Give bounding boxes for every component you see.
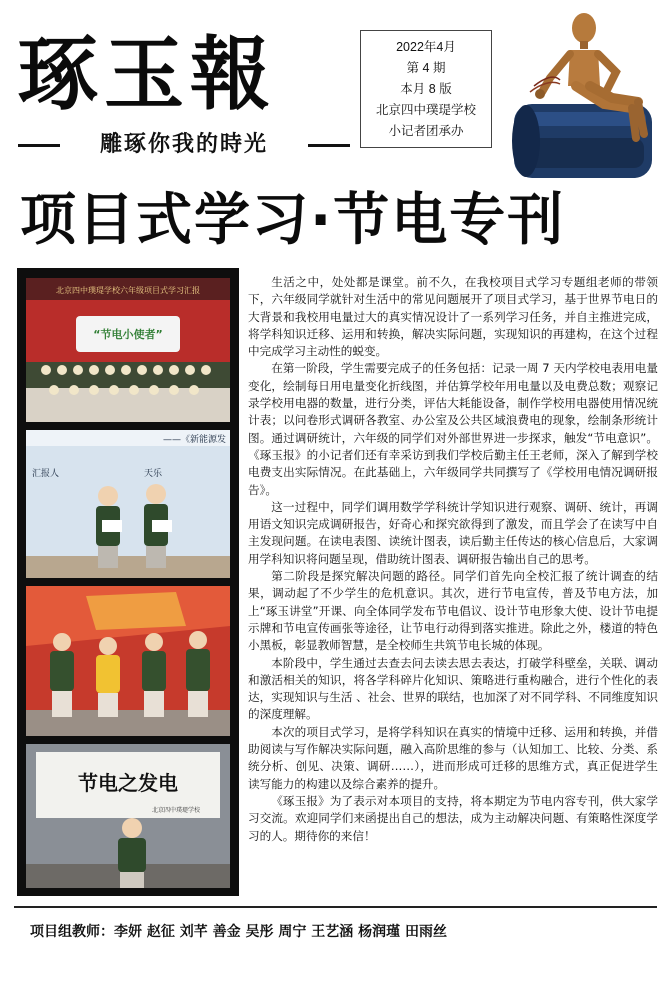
issue-number: 第 4 期: [406, 61, 446, 75]
slogan-rule-left: [18, 144, 60, 147]
photo-speaker-board: [26, 744, 230, 888]
screen-sign-text: 汇报人: [32, 469, 60, 479]
board-caption-text: 北京四中璞瑅学校: [151, 807, 201, 814]
screen-title-text: ——《新能源发: [162, 435, 226, 445]
issue-organizer: 小记者团承办: [388, 124, 464, 138]
photo-stage-group: [26, 278, 230, 422]
article-paragraph-5: 本阶段中，学生通过去查去问去读去思去表达，打破学科壁垒，关联、调动和激活相关的知识，将各学科碎片化知识、策略进行重构融合，进行个性化的表达，实现知识与生活 、社会、世界的联结，也加深了对不同学科、不同维度知识的深度理解。: [248, 655, 658, 722]
footer-divider: [14, 906, 657, 908]
photo-four-students: [26, 586, 230, 736]
photo-two-presenters: [26, 430, 230, 578]
screen-sign-text-2: 天乐: [144, 469, 163, 479]
issue-info-box: [360, 30, 492, 148]
article-paragraph-7: 《琢玉报》为了表示对本项目的支持，将本期定为节电内容专刊，供大家学习交流。欢迎同学们来函提出自己的想法，成为主动解决问题、有策略性深度学习的人。期待你的来信！: [248, 793, 658, 843]
photo-column: [17, 268, 239, 896]
article-paragraph-6: 本次的项目式学习，是将学科知识在真实的情境中迁移、运用和转换，并借助阅读与写作解决实际问题，融入高阶思维的参与（认知加工、比较、分类、系统分析、创见、决策、调研……），进而形成可迁移的思维方式，真正促进学生读写能力的构建以及综合素养的提升。: [248, 724, 658, 791]
article-paragraph-1: 生活之中，处处都是课堂。前不久，在我校项目式学习专题组老师的带领下，六年级同学就针对生活中的常见问题展开了项目式学习，基于世界节电日的大背景和我校用电量过大的真实情况设计了一系列学习任务，并自主推进完成，将学科知识迁移、运用和转换，解决实际问题，实现知识的再建构，在这个过程中完成学习主动性的蜕变。: [248, 275, 658, 359]
issue-pages: 本月 8 版: [400, 82, 452, 96]
article-paragraph-4: 第二阶段是探究解决问题的路径。同学们首先向全校汇报了统计调查的结果，调动起了不少学生的危机意识。其次，进行节电宣传，普及节电方法，加上“琢玉讲堂”开课、向全体同学发布节电倡议、设计节电形象大使、设计节电提示牌和节电宣传画张等途径，让节电行动得到落实推进。除此之外，楼道的特色小黑板，彰显教师智慧，是全校师生共筑节电长城的体现。: [248, 569, 658, 653]
wooden-mannequin-illustration: [500, 8, 668, 186]
issue-date: 2022年4月: [396, 40, 456, 54]
project-teachers: 项目组教师：李妍 赵征 刘芊 善金 吴彤 周宁 王艺涵 杨润瑾 田雨丝: [30, 924, 447, 940]
stage-sign-text: “节电小使者”: [93, 328, 163, 341]
masthead-slogan-row: [18, 128, 348, 160]
article-paragraph-2: 在第一阶段，学生需要完成子的任务包括：记录一周 7 天内学校电表用电量变化，绘制每日用电量变化折线图，并估算学校年用电量以及电费总数；观察记录学校用电器的数量，进行分类，评估大耗能设备，制作学校用电器使用情况统计表；以问卷形式调研各教室、办公室及公共区域浪费电的现象，绘制条形统计图。通过调研统计，六年级的同学们对外部世界进一步探求，触发“节电意识”。《琢玉报》的小记者们还有幸采访到我们学校后勤主任王老师，深入了解到学校电费支出实际情况。在此基础上，六年级同学共同撰写了《学校用电情况调研报告》。: [248, 361, 658, 497]
stage-banner-text: 北京四中璞瑅学校六年级项目式学习汇报: [56, 286, 200, 295]
board-text: 节电之发电: [78, 771, 178, 795]
issue-school: 北京四中璞瑅学校: [375, 103, 476, 117]
special-issue-headline: 项目式学习·节电专刊: [20, 188, 566, 253]
masthead-slogan: 雕琢你我的時光: [99, 131, 268, 157]
slogan-rule-right: [308, 144, 350, 147]
article-body: [248, 274, 658, 894]
masthead-title: 琢玉報: [18, 27, 276, 121]
article-paragraph-3: 这一过程中，同学们调用数学学科统计学知识进行观察、调研、统计，再调用语文知识完成调研报告，好奇心和探究欲得到了激发，而且学会了在读写中自主发现问题。在读电表图、读统计图表，读后勤主任传达的核心信息后，大家调用学科知识将问题呈现，借助统计图表、调研报告输出自己的思考。: [248, 499, 658, 566]
